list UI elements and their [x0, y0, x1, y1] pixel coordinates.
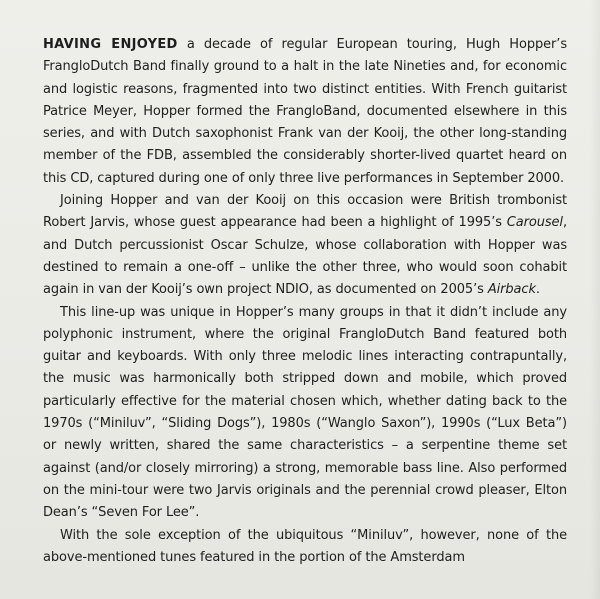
paragraph-text: , and Dutch percussionist Oscar Schulze, whose collaboration with Hopper was destined to remain a one-off – unlike the other three, who would soon cohabit again in van der Kooij’s own project NDIO, as documented on 2005’s [43, 215, 567, 298]
lead-in: HAVING ENJOYED [43, 37, 178, 52]
album-title-carousel: Carousel [506, 215, 563, 231]
paragraph-3 [43, 302, 567, 525]
page-fold-shadow [590, 0, 600, 599]
paragraph-text: a decade of regular European touring, Hugh Hopper’s FrangloDutch Band finally ground to a halt in the late Nineties and, for economic and logistic reasons, fragmented into two distinct entities. With French guitarist Patrice Meyer, Hopper formed the FrangloBand, documented elsewhere in this series, and with Dutch saxophonist Frank van der Kooij, the other long-standing member of the FDB, assembled the considerably shorter-lived quartet heard on this CD, captured during one of only three live performances in September 2000. [43, 37, 567, 186]
paragraph-1 [43, 34, 567, 190]
paragraph-4 [43, 525, 567, 570]
paragraph-2 [43, 190, 567, 301]
paragraph-text: Joining Hopper and van der Kooij on this occasion were British trombonist Robert Jarvis, whose guest appearance had been a highlight of 1995’s [43, 193, 567, 231]
paragraph-text: With the sole exception of the ubiquitous “Miniluv”, however, none of the above-mentioned tunes featured in the portion of the Amsterdam [43, 527, 567, 565]
liner-notes-text [43, 34, 567, 569]
paragraph-text: This line-up was unique in Hopper’s many groups in that it didn’t include any polyphonic instrument, where the original FrangloDutch Band featured both guitar and keyboards. With only three melodic lines interacting contrapuntally, the music was harmonically both stripped down and mobile, which proved particularly effective for the material chosen which, whether dating back to the 1970s (“Miniluv”, “Sliding Dogs”), 1980s (“Wanglo Saxon”), 1990s (“Lux Beta”) or newly written, shared the same characteristics – a serpentine theme set against (and/or closely mirroring) a strong, memorable bass line. Also performed on the mini-tour were two Jarvis originals and the perennial crowd pleaser, Elton Dean’s “Seven For Lee”. [43, 304, 567, 521]
paragraph-text: . [535, 282, 540, 298]
album-title-airback: Airback [487, 282, 536, 298]
